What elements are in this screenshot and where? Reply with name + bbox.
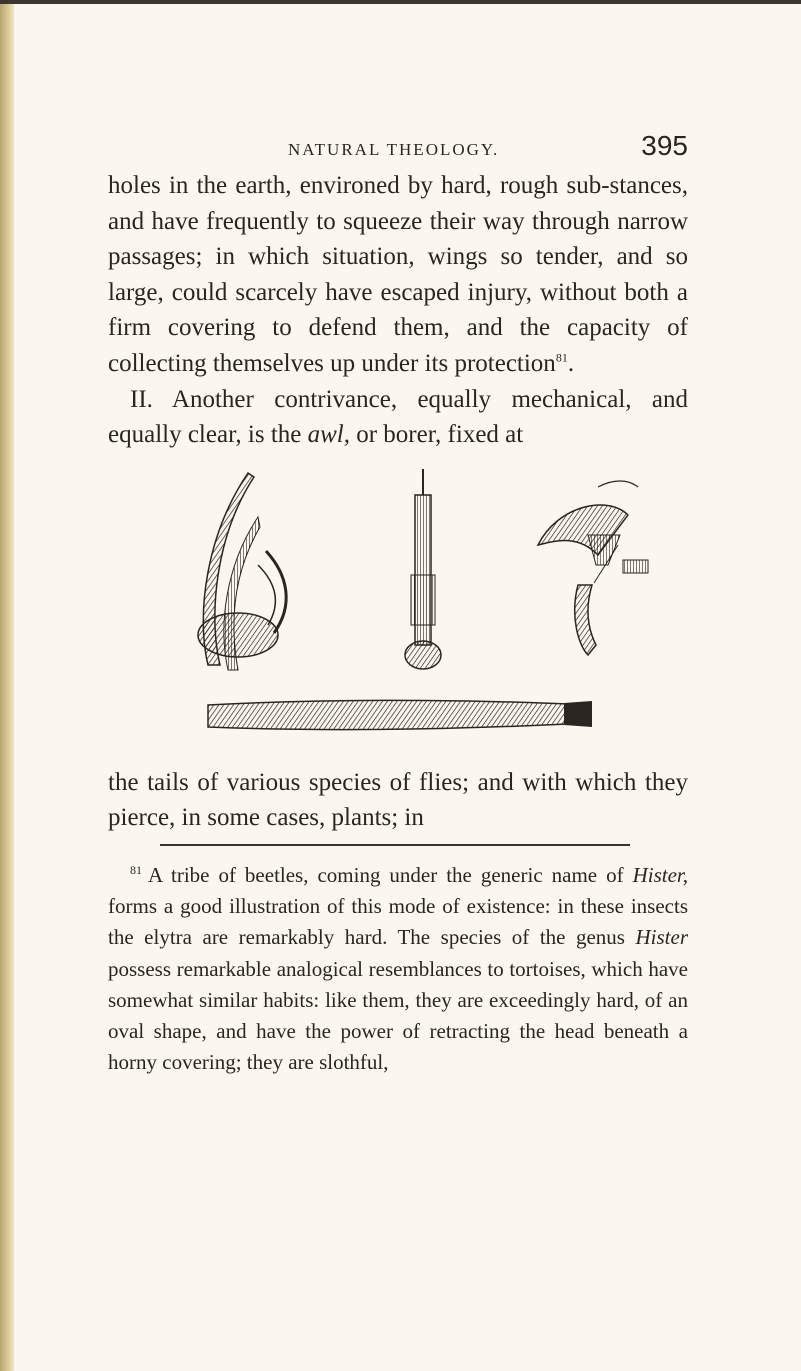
footnote-mark: 81 [130, 862, 142, 877]
engraving [108, 465, 688, 765]
paragraph-tails: the tails of various species of flies; and with which they pierce, in some cases, plants; in [108, 768, 688, 832]
fanned-ovipositor-drawing [538, 481, 648, 655]
main-text-continued [108, 765, 688, 836]
paragraph-continued [108, 168, 688, 382]
running-head: NATURAL THEOLOGY. [288, 140, 500, 159]
book-page [108, 128, 688, 1078]
footnote-text: forms a good illustration of this mode of existence: in these insects the elytra are remarkably hard. The species of the genus [108, 894, 688, 950]
ovipositor-illustration [108, 465, 688, 765]
paragraph-text: holes in the earth, environed by hard, rough sub-stances, and have frequently to squeeze their way through narrow passages; in which situation, wings so tender, and so large, could scarcely have escaped injury, without both a firm covering to defend them, and the capacity of collecting themselves up under its protection [108, 172, 688, 377]
top-edge [0, 0, 801, 4]
footnote-text: possess remarkable analogical resemblances to tortoises, which have somewhat similar habits: like them, they are exceedingly hard, of an oval shape, and have the power of retracting the head beneath a horny covering; they are slothful, [108, 956, 688, 1075]
curved-ovipositor-drawing [198, 473, 286, 670]
page-number: 395 [641, 130, 688, 161]
footnote-rule [160, 844, 630, 846]
paragraph-text: II. Another contrivance, equally mechanical, and equally clear, is the [108, 385, 688, 449]
footnote-reference: 81 [555, 350, 568, 365]
binding-edge [0, 0, 14, 1371]
footnote-text: A tribe of beetles, coming under the generic name of [148, 862, 633, 887]
italic-term: awl, [307, 421, 350, 449]
long-borer-drawing [208, 700, 592, 729]
straight-ovipositor-drawing [405, 469, 441, 669]
paragraph-awl [108, 382, 688, 453]
main-text [108, 168, 688, 453]
footnote [108, 860, 688, 1078]
page-header [108, 128, 688, 168]
italic-genus: Hister, [632, 862, 688, 887]
paragraph-end: . [567, 349, 575, 377]
paragraph-text: or borer, fixed at [349, 421, 524, 449]
italic-genus: Hister [635, 925, 688, 950]
